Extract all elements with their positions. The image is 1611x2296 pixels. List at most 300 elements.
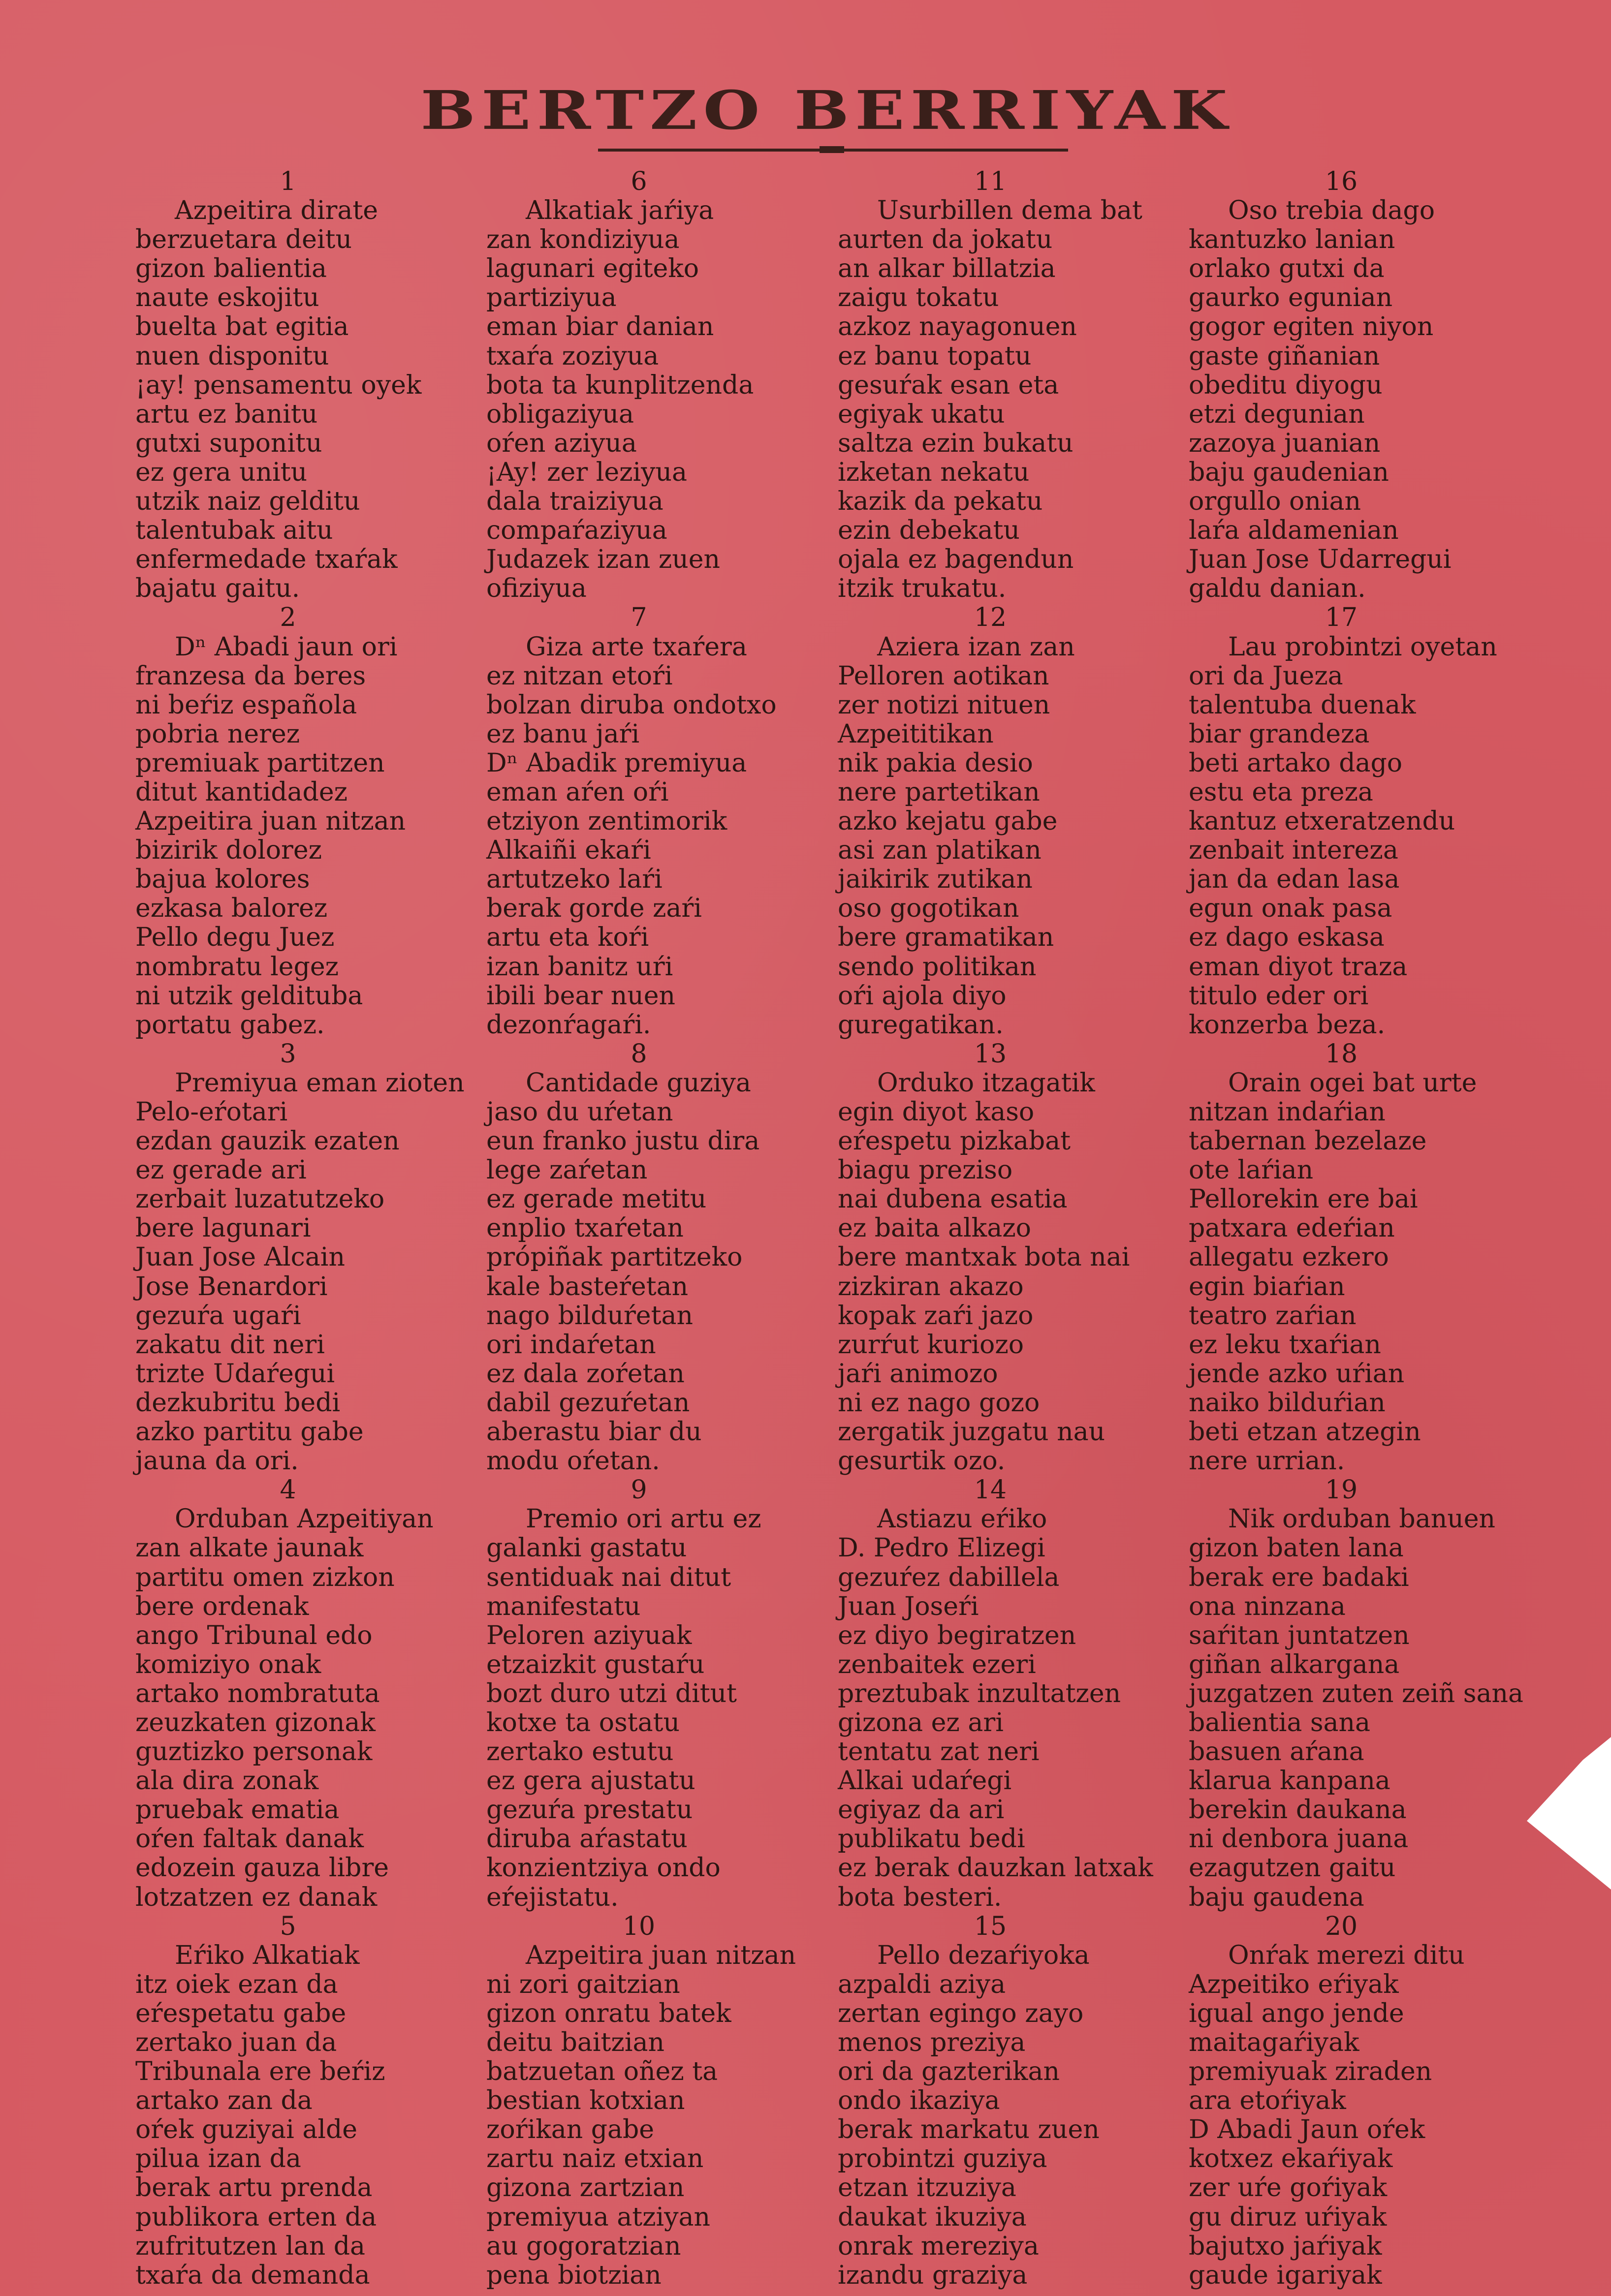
stanza — [1189, 1912, 1528, 2290]
stanza-number: 6 — [631, 167, 647, 196]
verse-line: probintzi guziya — [838, 2144, 1047, 2174]
verse-line: nik pakia desio — [838, 748, 1033, 778]
verse-line: izketan nekatu — [838, 457, 1030, 487]
verse-line: igual ango jende — [1189, 1998, 1404, 2028]
verse-line: Pello degu Juez — [135, 923, 335, 953]
verse-line: modu oŕetan. — [486, 1446, 660, 1476]
verse-line: ditut kantidadez — [135, 777, 348, 807]
verse-line: eŕespetu pizkabat — [838, 1126, 1071, 1156]
verse-line: nago bilduŕetan — [486, 1301, 693, 1331]
verse-line: eŕespetatu gabe — [135, 1998, 347, 2028]
stanza-number: 16 — [1325, 167, 1358, 196]
verse-line: ara etoŕiyak — [1189, 2086, 1346, 2116]
verse-line: naiko bilduŕian — [1189, 1388, 1386, 1418]
column-2 — [486, 167, 826, 2290]
verse-line: balientia sana — [1189, 1707, 1371, 1738]
verse-line: partiziyua — [486, 283, 617, 313]
stanza-number: 2 — [280, 603, 296, 633]
verse-line: obligaziyua — [486, 399, 634, 429]
verse-line: gezuŕez dabillela — [838, 1562, 1060, 1592]
verse-line: biagu preziso — [838, 1155, 1013, 1185]
verse-line: publikatu bedi — [838, 1824, 1025, 1854]
verse-line: sendo politikan — [838, 952, 1037, 982]
verse-line: batzuetan oñez ta — [486, 2057, 718, 2087]
verse-line: aberastu biar du — [486, 1417, 702, 1447]
stanza-number: 14 — [974, 1475, 1007, 1505]
verse-line: manifestatu — [486, 1591, 641, 1621]
verse-line: azko kejatu gabe — [838, 807, 1058, 837]
verse-line: zenbait intereza — [1189, 836, 1398, 866]
verse-line: nere partetikan — [838, 777, 1040, 807]
stanza — [486, 603, 826, 1039]
verse-line: Premiyua eman zioten — [175, 1068, 465, 1098]
verse-line: jaŕi animozo — [838, 1359, 998, 1389]
verse-line: bozt duro utzi ditut — [486, 1678, 737, 1708]
verse-line: pobria nerez — [135, 719, 300, 749]
verse-line: au gogoratzian — [486, 2231, 681, 2261]
verse-line: premiyua atziyan — [486, 2202, 711, 2232]
verse-line: zartu naiz etxian — [486, 2144, 704, 2174]
verse-line: klarua kanpana — [1189, 1766, 1390, 1796]
verse-line: zakatu dit neri — [135, 1330, 325, 1360]
verse-line: gu diruz uŕiyak — [1189, 2202, 1387, 2232]
torn-corner — [1517, 1737, 1611, 1890]
verse-line: berzuetara deitu — [135, 225, 352, 255]
verse-line: juzgatzen zuten zeiñ sana — [1189, 1678, 1523, 1708]
verse-line: gesuŕak esan eta — [838, 370, 1059, 400]
verse-line: gesurtik ozo. — [838, 1446, 1006, 1476]
verse-line: zurŕut kuriozo — [838, 1330, 1024, 1360]
verse-line: jauna da ori. — [135, 1446, 299, 1476]
verse-line: biar grandeza — [1189, 719, 1370, 749]
verse-line: bajutxo jaŕiyak — [1189, 2231, 1382, 2261]
verse-line: patxara edeŕian — [1189, 1213, 1395, 1243]
verse-line: dabil gezuŕetan — [486, 1388, 690, 1418]
verse-line: eun franko justu dira — [486, 1126, 760, 1156]
verse-line: gizona zartzian — [486, 2173, 685, 2203]
verse-line: jaso du uŕetan — [486, 1097, 673, 1127]
verse-line: buelta bat egitia — [135, 312, 349, 342]
verse-line: menos preziya — [838, 2028, 1026, 2057]
verse-line: gaude igariyak — [1189, 2260, 1382, 2290]
verse-line: allegatu ezkero — [1189, 1242, 1389, 1272]
verse-line: beti artako dago — [1189, 748, 1403, 778]
verse-line: kazik da pekatu — [838, 487, 1043, 517]
verse-line: berekin daukana — [1189, 1795, 1407, 1825]
verse-line: Azpeititikan — [838, 719, 994, 749]
verse-line: premiyuak ziraden — [1189, 2057, 1432, 2087]
verse-line: dezonŕagaŕi. — [486, 1010, 651, 1040]
stanza-number: 3 — [280, 1039, 296, 1069]
verse-line: bizirik dolorez — [135, 836, 322, 866]
verse-line: konzientziya ondo — [486, 1853, 721, 1883]
verse-line: orlako gutxi da — [1189, 254, 1385, 284]
verse-line: zerbait luzatutzeko — [135, 1184, 385, 1214]
verse-line: oŕen faltak danak — [135, 1824, 364, 1854]
verse-line: franzesa da beres — [135, 661, 366, 691]
stanza-number: 1 — [280, 167, 296, 196]
verse-line: azpaldi aziya — [838, 1969, 1006, 1999]
column-1 — [135, 167, 475, 2290]
verse-line: zer uŕe goŕiyak — [1189, 2173, 1388, 2203]
verse-line: artako nombratuta — [135, 1678, 380, 1708]
verse-line: pruebak ematia — [135, 1795, 340, 1825]
verse-line: kotxe ta ostatu — [486, 1707, 680, 1738]
verse-line: ala dira zonak — [135, 1766, 319, 1796]
verse-line: ibili bear nuen — [486, 981, 676, 1011]
verse-line: laŕa aldamenian — [1189, 516, 1399, 546]
verse-line: Pellorekin ere bai — [1189, 1184, 1418, 1214]
verse-line: Usurbillen dema bat — [877, 196, 1142, 226]
verse-line: an alkar billatzia — [838, 254, 1056, 284]
verse-line: asi zan platikan — [838, 836, 1042, 866]
column-4 — [1189, 167, 1528, 2290]
verse-line: berak artu prenda — [135, 2173, 373, 2203]
verse-line: bajua kolores — [135, 865, 310, 895]
verse-line: ote laŕian — [1189, 1155, 1314, 1185]
verse-line: tabernan bezelaze — [1189, 1126, 1427, 1156]
verse-line: ez diyo begiratzen — [838, 1620, 1076, 1650]
verse-line: Alkatiak jaŕiya — [526, 196, 714, 226]
verse-line: Azpeitira juan nitzan — [526, 1940, 796, 1970]
verse-line: zertan egingo zayo — [838, 1998, 1084, 2028]
verse-line: Pelo-eŕotari — [135, 1097, 288, 1127]
verse-line: talentuba duenak — [1189, 690, 1416, 720]
verse-line: ori da gazterikan — [838, 2057, 1060, 2087]
verse-line: oso gogotikan — [838, 894, 1019, 924]
verse-line: Onŕak merezi ditu — [1228, 1940, 1465, 1970]
verse-line: ez gerade ari — [135, 1155, 307, 1185]
verse-line: Orain ogei bat urte — [1228, 1068, 1477, 1098]
verse-line: nitzan indaŕian — [1189, 1097, 1386, 1127]
verse-line: bota ta kunplitzenda — [486, 370, 754, 400]
verse-line: jende azko uŕian — [1189, 1359, 1405, 1389]
verse-line: ori da Jueza — [1189, 661, 1343, 691]
verse-line: basuen aŕana — [1189, 1737, 1364, 1767]
verse-line: giñan alkargana — [1189, 1649, 1400, 1679]
verse-line: Orduban Azpeitiyan — [175, 1504, 434, 1534]
verse-line: ¡Ay! zer leziyua — [486, 457, 688, 487]
verse-line: zer notizi nituen — [838, 690, 1050, 720]
verse-line: baju gaudena — [1189, 1882, 1364, 1912]
verse-line: gaste giñanian — [1189, 341, 1380, 371]
verse-line: Azpeitiko eŕiyak — [1189, 1969, 1399, 1999]
verse-line: Juan Joseŕi — [838, 1591, 979, 1621]
verse-line: lege zaŕetan — [486, 1155, 648, 1185]
verse-line: dala traiziyua — [486, 487, 663, 517]
verse-line: Alkai udaŕegi — [838, 1766, 1012, 1796]
verse-line: naute eskojitu — [135, 283, 319, 313]
verse-line: ez gera ajustatu — [486, 1766, 695, 1796]
verse-line: zergatik juzgatu nau — [838, 1417, 1106, 1447]
verse-line: zan alkate jaunak — [135, 1533, 364, 1563]
verse-line: berak markatu zuen — [838, 2115, 1100, 2145]
verse-line: ez berak dauzkan latxak — [838, 1853, 1153, 1883]
stanza — [135, 167, 475, 603]
verse-line: gizona ez ari — [838, 1707, 1004, 1738]
verse-line: zan kondiziyua — [486, 225, 680, 255]
verse-line: ona ninzana — [1189, 1591, 1346, 1621]
verse-line: enfermedade txaŕak — [135, 545, 398, 575]
verse-line: eman biar danian — [486, 312, 714, 342]
verse-line: eman diyot traza — [1189, 952, 1408, 982]
verse-line: titulo eder ori — [1189, 981, 1369, 1011]
verse-line: ojala ez bagendun — [838, 545, 1074, 575]
verse-line: komiziyo onak — [135, 1649, 321, 1679]
page-title: BERTZO BERRIYAK — [420, 79, 1233, 142]
column-3 — [838, 167, 1177, 2290]
verse-line: Juan Jose Udarregui — [1189, 545, 1452, 575]
verse-line: etziyon zentimorik — [486, 807, 727, 837]
stanza-number: 20 — [1325, 1911, 1358, 1941]
verse-line: etzan itzuziya — [838, 2173, 1016, 2203]
verse-line: saŕitan juntatzen — [1189, 1620, 1410, 1650]
verse-line: partitu omen zizkon — [135, 1562, 395, 1592]
verse-line: berak gorde zaŕi — [486, 894, 702, 924]
verse-line: egiyaz da ari — [838, 1795, 1005, 1825]
verse-line: kantuz etxeratzendu — [1189, 807, 1455, 837]
verse-line: D Abadi Jaun oŕek — [1189, 2115, 1425, 2145]
verse-line: gizon onratu batek — [486, 1998, 731, 2028]
verse-line: bestian kotxian — [486, 2086, 685, 2116]
stanza — [486, 1912, 826, 2290]
verse-line: enplio txaŕetan — [486, 1213, 684, 1243]
verse-line: zazoya juanian — [1189, 428, 1381, 458]
verse-line: tentatu zat neri — [838, 1737, 1040, 1767]
verse-line: bere gramatikan — [838, 923, 1054, 953]
verse-line: deitu baitzian — [486, 2028, 664, 2057]
verse-line: Astiazu eŕiko — [877, 1504, 1047, 1534]
verse-line: berak ere badaki — [1189, 1562, 1409, 1592]
verse-line: própiñak partitzeko — [486, 1242, 743, 1272]
verse-line: ezkasa balorez — [135, 894, 328, 924]
verse-line: saltza ezin bukatu — [838, 428, 1074, 458]
verse-line: kantuzko lanian — [1189, 225, 1395, 255]
verse-line: Aziera izan zan — [877, 632, 1075, 662]
verse-line: gutxi suponitu — [135, 428, 322, 458]
verse-line: ez baita alkazo — [838, 1213, 1031, 1243]
verse-line: zoŕikan gabe — [486, 2115, 655, 2145]
stanza — [1189, 603, 1528, 1039]
stanza — [486, 1476, 826, 1912]
verse-line: zertako estutu — [486, 1737, 674, 1767]
stanza — [135, 603, 475, 1039]
verse-line: itz oiek ezan da — [135, 1969, 338, 1999]
verse-line: ori indaŕetan — [486, 1330, 656, 1360]
verse-line: zufritutzen lan da — [135, 2231, 366, 2261]
stanza-number: 10 — [622, 1911, 656, 1941]
verse-line: ezdan gauzik ezaten — [135, 1126, 400, 1156]
verse-line: galdu danian. — [1189, 574, 1366, 604]
stanza — [838, 167, 1177, 603]
verse-line: gaurko egunian — [1189, 283, 1393, 313]
verse-line: Pello dezaŕiyoka — [877, 1940, 1090, 1970]
verse-line: kale basteŕetan — [486, 1272, 689, 1302]
verse-line: lagunari egiteko — [486, 254, 699, 284]
verse-line: obeditu diyogu — [1189, 370, 1383, 400]
verse-line: Giza arte txaŕera — [526, 632, 747, 662]
verse-line: Orduko itzagatik — [877, 1068, 1095, 1098]
verse-line: ango Tribunal edo — [135, 1620, 373, 1650]
verse-line: baju gaudenian — [1189, 457, 1389, 487]
verse-line: ofiziyua — [486, 574, 587, 604]
verse-line: egiyak ukatu — [838, 399, 1005, 429]
verse-line: zeuzkaten gizonak — [135, 1707, 376, 1738]
verse-line: daukat ikuziya — [838, 2202, 1027, 2232]
verse-line: beti etzan atzegin — [1189, 1417, 1421, 1447]
verse-line: ondo ikaziya — [838, 2086, 1000, 2116]
verse-line: gizon baten lana — [1189, 1533, 1404, 1563]
verse-line: eman aŕen oŕi — [486, 777, 669, 807]
verse-line: Lau probintzi oyetan — [1228, 632, 1497, 662]
verse-line: bere ordenak — [135, 1591, 309, 1621]
verse-line: onrak mereziya — [838, 2231, 1039, 2261]
stanza — [135, 1476, 475, 1912]
verse-line: nai dubena esatia — [838, 1184, 1068, 1214]
verse-line: nombratu legez — [135, 952, 339, 982]
verse-line: talentubak aitu — [135, 516, 333, 546]
verse-line: dezkubritu bedi — [135, 1388, 341, 1418]
stanza — [1189, 167, 1528, 603]
verse-line: jan da edan lasa — [1189, 865, 1400, 895]
verse-line: Nik orduban banuen — [1228, 1504, 1495, 1534]
verse-line: estu eta preza — [1189, 777, 1373, 807]
verse-line: egin diyot kaso — [838, 1097, 1035, 1127]
verse-line: Pelloren aotikan — [838, 661, 1049, 691]
verse-line: Judazek izan zuen — [486, 545, 721, 575]
verse-line: eŕejistatu. — [486, 1882, 619, 1912]
verse-line: Alkaiñi ekaŕi — [486, 836, 651, 866]
verse-line: jaikirik zutikan — [838, 865, 1033, 895]
verse-line: izan banitz uŕi — [486, 952, 673, 982]
verse-line: artutzeko laŕi — [486, 865, 663, 895]
verse-line: ni beŕiz española — [135, 690, 357, 720]
verse-line: nere urrian. — [1189, 1446, 1345, 1476]
verse-line: ezagutzen gaitu — [1189, 1853, 1396, 1883]
verse-line: oŕek guziyai alde — [135, 2115, 358, 2145]
stanza-number: 13 — [974, 1039, 1007, 1069]
verse-line: gezuŕa ugaŕi — [135, 1301, 301, 1331]
verse-line: artu ez banitu — [135, 399, 318, 429]
verse-line: gizon balientia — [135, 254, 327, 284]
verse-line: guregatikan. — [838, 1010, 1004, 1040]
stanza-number: 8 — [631, 1039, 647, 1069]
verse-line: nuen disponitu — [135, 341, 329, 371]
verse-line: ez gera unitu — [135, 457, 308, 487]
verse-line: konzerba beza. — [1189, 1010, 1386, 1040]
verse-line: premiuak partitzen — [135, 748, 385, 778]
stanza — [1189, 1476, 1528, 1912]
verse-line: ni ez nago gozo — [838, 1388, 1040, 1418]
verse-line: compaŕaziyua — [486, 516, 667, 546]
verse-line: Oso trebia dago — [1228, 196, 1435, 226]
stanza — [135, 1040, 475, 1476]
verse-line: bolzan diruba ondotxo — [486, 690, 777, 720]
verse-line: etzi degunian — [1189, 399, 1365, 429]
verse-line: zertako juan da — [135, 2028, 337, 2057]
verse-line: ez gerade metitu — [486, 1184, 707, 1214]
verse-line: oŕi ajola diyo — [838, 981, 1007, 1011]
verse-line: lotzatzen ez danak — [135, 1882, 378, 1912]
stanza — [838, 1040, 1177, 1476]
verse-line: egin biaŕian — [1189, 1272, 1345, 1302]
verse-line: galanki gastatu — [486, 1533, 687, 1563]
verse-line: Cantidade guziya — [526, 1068, 751, 1098]
verse-line: ez dago eskasa — [1189, 923, 1385, 953]
stanza — [838, 603, 1177, 1039]
title-rule-mark — [820, 146, 844, 153]
verse-line: zizkiran akazo — [838, 1272, 1024, 1302]
verse-line: kotxez ekaŕiyak — [1189, 2144, 1393, 2174]
verse-line: pilua izan da — [135, 2144, 301, 2174]
verse-line: Azpeitira dirate — [175, 196, 379, 226]
verse-line: ni utzik gelditubа — [135, 981, 363, 1011]
verse-line: etzaizkit gustaŕu — [486, 1649, 705, 1679]
stanza-number: 11 — [974, 167, 1007, 196]
verse-line: orgullo onian — [1189, 487, 1361, 517]
stanza-number: 15 — [974, 1911, 1007, 1941]
verse-line: ez banu topatu — [838, 341, 1032, 371]
stanza — [486, 167, 826, 603]
verse-line: Dⁿ Abadik premiyua — [486, 748, 747, 778]
verse-line: ezin debekatu — [838, 516, 1020, 546]
verse-line: oŕen aziyua — [486, 428, 637, 458]
verse-line: guztizko personak — [135, 1737, 373, 1767]
verse-line: diruba aŕastatu — [486, 1824, 688, 1854]
verse-line: azko partitu gabe — [135, 1417, 364, 1447]
verse-line: maitagaŕiyak — [1189, 2028, 1359, 2057]
verse-line: gogor egiten niyon — [1189, 312, 1434, 342]
verse-line: izandu graziya — [838, 2260, 1028, 2290]
verse-line: edozein gauza libre — [135, 1853, 389, 1883]
verse-line: ez nitzan etoŕi — [486, 661, 673, 691]
stanza — [838, 1476, 1177, 1912]
verse-line: aurten da jokatu — [838, 225, 1053, 255]
verse-line: bere mantxak bota nai — [838, 1242, 1130, 1272]
verse-line: Premio ori artu ez — [526, 1504, 761, 1534]
verse-line: txaŕa zoziyua — [486, 341, 659, 371]
verse-line: Juan Jose Alcain — [135, 1242, 345, 1272]
stanza-number: 9 — [631, 1475, 647, 1505]
verse-line: txaŕa da demanda — [135, 2260, 370, 2290]
verse-line: ez banu jaŕi — [486, 719, 640, 749]
verse-line: artako zan da — [135, 2086, 313, 2116]
verse-line: bere lagunari — [135, 1213, 311, 1243]
stanza-number: 4 — [280, 1475, 296, 1505]
verse-line: preztubak inzultatzen — [838, 1678, 1121, 1708]
verse-line: Azpeitira juan nitzan — [135, 807, 406, 837]
verse-line: publikora erten da — [135, 2202, 377, 2232]
verse-line: bota besteri. — [838, 1882, 1002, 1912]
stanza-number: 12 — [974, 603, 1007, 633]
verse-line: teatro zaŕian — [1189, 1301, 1357, 1331]
stanza — [486, 1040, 826, 1476]
verse-line: gezuŕa prestatu — [486, 1795, 693, 1825]
verse-line: ¡ay! pensamentu oyek — [135, 370, 422, 400]
verse-line: pena biotzian — [486, 2260, 662, 2290]
verse-line: Dⁿ Abadi jaun ori — [175, 632, 398, 662]
stanza — [1189, 1040, 1528, 1476]
verse-line: kopak zaŕi jazo — [838, 1301, 1034, 1331]
verse-line: portatu gabez. — [135, 1010, 325, 1040]
stanza-number: 7 — [631, 603, 647, 633]
stanza-number: 5 — [280, 1911, 296, 1941]
verse-line: ni denbora juana — [1189, 1824, 1409, 1854]
stanza-number: 19 — [1325, 1475, 1358, 1505]
verse-line: sentiduak nai ditut — [486, 1562, 731, 1592]
stanza — [135, 1912, 475, 2290]
verse-line: Peloren aziyuak — [486, 1620, 692, 1650]
